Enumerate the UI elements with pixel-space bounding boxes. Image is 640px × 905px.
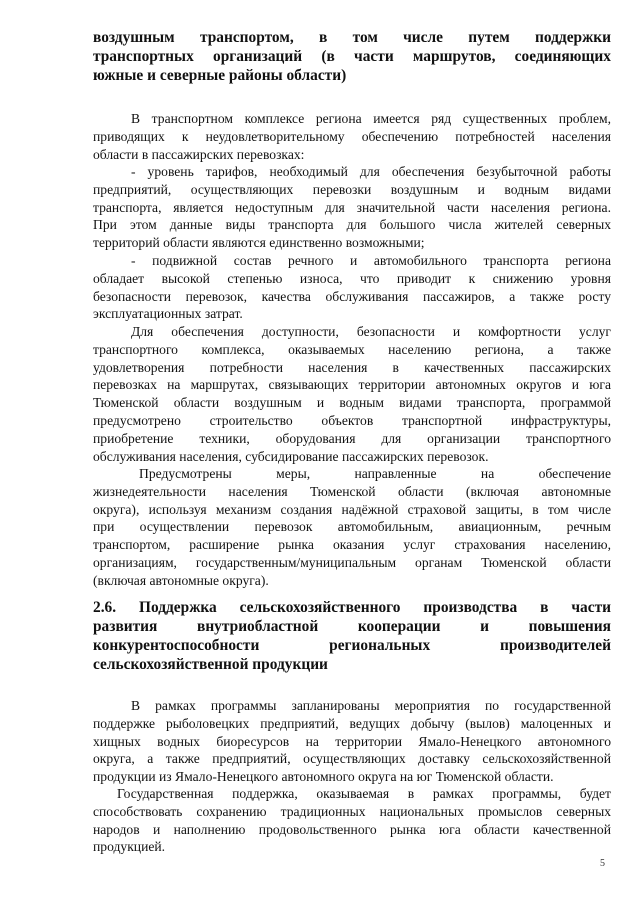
section-heading-2-6 [93, 598, 611, 674]
text-line: - подвижной состав речного и автомобильного транспорта региона [131, 253, 611, 268]
paragraph-rolling-stock [93, 252, 611, 323]
paragraph-tariffs [93, 163, 611, 252]
text-line: обслуживания населения, субсидирование пассажирских перевозок. [93, 448, 489, 464]
text-line: перевозках на маршрутах, связывающих территории автономных округов и юга [93, 377, 611, 393]
page-number: 5 [600, 858, 605, 869]
text-line: транспорта, является недоступным для значительной части населения региона. [93, 199, 611, 215]
heading-top-line: транспортных организаций (в части маршрутов, соединяющих [93, 48, 611, 65]
text-line: Государственная поддержка, оказываемая в рамках программы, будет [117, 786, 611, 801]
paragraph-fisheries-support [93, 697, 611, 786]
text-line: народов и наполнению продовольственного рынка юга области качественной [93, 821, 611, 837]
text-line: удовлетворения потребности населения в качественных пассажирских [93, 359, 611, 375]
text-line: Для обеспечения доступности, безопасности и комфортности услуг [131, 324, 611, 339]
text-line: В рамках программы запланированы мероприятия по государственной [131, 698, 611, 713]
paragraph-traditional-crafts [93, 785, 611, 856]
text-line: продукцией. [93, 839, 166, 855]
text-line: эксплуатационных затрат. [93, 306, 243, 322]
text-line: транспортом, расширение рынка оказания услуг страхования населению, [93, 537, 611, 553]
section-heading-line: развития внутриобластной кооперации и повышения [93, 618, 611, 635]
text-line: продукции из Ямало-Ненецкого автономного округа на юг Тюменской области. [93, 769, 554, 785]
text-line: хищных водных биоресурсов на территории Ямало-Ненецкого автономного [93, 733, 611, 749]
text-line: области в пассажирских перевозках: [93, 146, 305, 162]
section-heading-line: 2.6. Поддержка сельскохозяйственного производства в части [93, 599, 611, 616]
text-line: (включая автономные округа). [93, 572, 269, 588]
text-line: приводящих к неудовлетворительному обеспечению потребностей населения [93, 128, 611, 144]
text-line: Предусмотрены меры, направленные на обеспечение [139, 466, 611, 481]
text-line: При этом данные виды транспорта для большого числа жителей северных [93, 217, 611, 233]
heading-top-line: южные и северные районы области) [93, 67, 347, 84]
text-line: предусмотрено строительство объектов транспортной инфраструктуры, [93, 412, 611, 428]
text-line: - уровень тарифов, необходимый для обеспечения безубыточной работы [131, 164, 611, 179]
section-heading-line: сельскохозяйственной продукции [93, 656, 328, 673]
text-line: территорий области являются единственно возможными; [93, 235, 425, 251]
heading-top-line: воздушным транспортом, в том числе путем поддержки [93, 29, 611, 46]
paragraph-problems-intro [93, 110, 611, 163]
paragraph-accessibility [93, 323, 611, 465]
heading-top [93, 28, 611, 85]
text-line: приобретение техники, оборудования для организации транспортного [93, 430, 611, 446]
paragraph-insurance [93, 465, 611, 590]
text-line: предприятий, осуществляющих перевозки воздушным и водным видами [93, 181, 611, 197]
text-line: безопасности перевозок, качества обслуживания пассажиров, а также росту [93, 288, 611, 304]
text-line: округа, а также предприятий, осуществляющих доставку сельскохозяйственной [93, 751, 611, 767]
text-line: жизнедеятельности населения Тюменской области (включая автономные [93, 483, 611, 499]
text-line: при осуществлении перевозок автомобильным, авиационным, речным [93, 519, 611, 535]
text-line: способствовать сохранению традиционных национальных промыслов северных [93, 803, 611, 819]
text-line: обладает высокой степенью износа, что приводит к снижению уровня [93, 270, 611, 286]
text-line: Тюменской области воздушным и водным видами транспорта, программой [93, 395, 611, 411]
text-line: В транспортном комплексе региона имеется ряд существенных проблем, [131, 111, 611, 126]
text-line: округа), используя механизм создания надёжной страховой защиты, в том числе [93, 501, 611, 517]
text-line: поддержке рыболовецких предприятий, ведущих добычу (вылов) малоценных и [93, 715, 611, 731]
text-line: организациям, государственным/муниципальным органам Тюменской области [93, 554, 611, 570]
section-heading-line: конкурентоспособности региональных производителей [93, 637, 611, 654]
text-line: транспортного комплекса, оказываемых населению региона, а также [93, 341, 611, 357]
